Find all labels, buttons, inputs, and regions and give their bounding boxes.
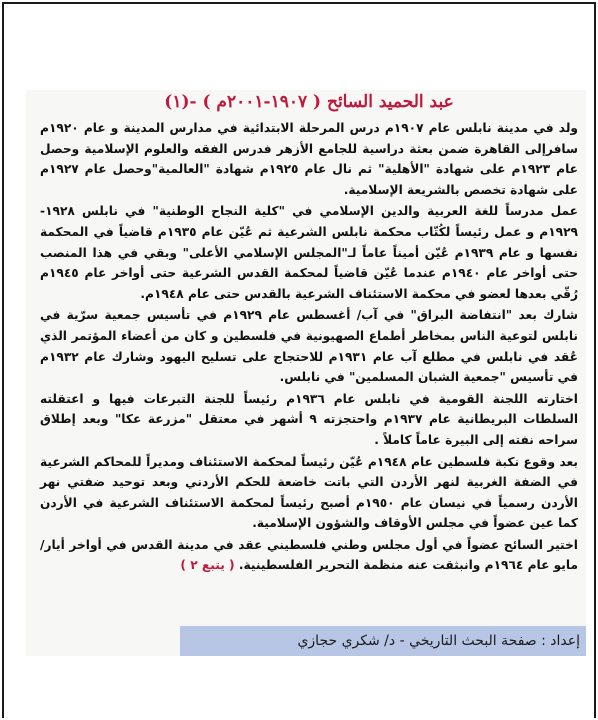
paragraph-plo-text: اختير السائح عضواً في أول مجلس وطني فلسطيني عقد في مدينة القدس في أواخر أيار/ مايو عام ١٩٦٤م وانبثقت عنه منظمة التحرير الفلسطينية. (40, 537, 578, 573)
page-border-right (594, 2, 596, 718)
page-border-top (2, 2, 596, 4)
paragraph-buraq-revolt: شارك بعد "انتفاضة البراق" في آب/ أغسطس عام ١٩٢٩م في تأسيس جمعية سرّية في نابلس لتوعية الناس بمخاطر أطماع الصهيونية في فلسطين و كان من أعضاء المؤتمر الذي عُقد في نابلس في مطلع آب عام ١٩٣١م للاحتجاج على تسليح اليهود وشارك عام ١٩٣٢م في تأسيس "جمعية الشبان المسلمين" في نابلس. (40, 308, 578, 385)
page-border-left (2, 2, 4, 718)
credit-bar (180, 626, 586, 656)
credit-text: إعداد : صفحة البحث التاريخي - د/ شكري حجازي (297, 633, 580, 649)
article-title: عبد الحميد السائح ( ١٩٠٧-٢٠٠١م ) -(١) (164, 92, 454, 112)
to-be-continued-label: ( يتبع ٢ ) (180, 558, 235, 573)
paragraph-plo (40, 535, 578, 576)
paragraph-nakba: بعد وقوع نكبة فلسطين عام ١٩٤٨م عُيّن رئيساً لمحكمة الاستئناف ومديراً للمحاكم الشرعية في الضفة الغربية لنهر الأردن التي باتت خاضعة للحكم الأردني وبعد توحيد ضفتي نهر الأردن رسمياً في نيسان عام ١٩٥٠م أصبح رئيساً لمحكمة الاستئناف الشرعية في الأردن كما عين عضواً في مجلس الأوقاف والشؤون الإسلامية. (40, 454, 578, 531)
paragraph-career: عمل مدرساً للغة العربية والدين الإسلامي في "كلية النجاح الوطنية" في نابلس ١٩٢٨- ١٩٢٩م و عمل رئيساً لكُتّاب محكمة نابلس الشرعية ثم عُيّن عام ١٩٣٥م قاضياً في المحكمة نفسها و عام ١٩٣٩م عُيّن أميناً عاماً لـ"المجلس الإسلامي الأعلى" وبقي في هذا المنصب حتى أواخر عام ١٩٤٠م عندما عُيّن قاضياً لمحكمة القدس الشرعية حتى أواخر عام ١٩٤٥م رُقّي بعدها لعضو في محكمة الاستئناف الشرعية بالقدس حتى عام ١٩٤٨م. (40, 204, 579, 301)
article-body (40, 90, 578, 576)
paragraph-detention: اختارته اللجنة القومية في نابلس عام ١٩٣٦م رئيساً للجنة التبرعات فيها و اعتقلته السلطات البريطانية عام ١٩٣٧م واحتجزته ٩ أشهر في معتقل "مزرعة عكا" وبعد إطلاق سراحه نفته إلى البيرة عاماً كاملاً . (40, 391, 578, 447)
paragraph-birth-education: ولد في مدينة نابلس عام ١٩٠٧م درس المرحلة الابتدائية في مدارس المدينة و عام ١٩٢٠م سافرإلى القاهرة ضمن بعثة دراسية للجامع الأزهر فدرس الفقه والعلوم الإسلامية وحصل عام ١٩٢٣م على شهادة "الأهلية" ثم نال عام ١٩٢٥م شهادة "العالمية"وحصل عام ١٩٢٧م على شهادة تخصص بالشريعة الإسلامية. (40, 121, 579, 197)
